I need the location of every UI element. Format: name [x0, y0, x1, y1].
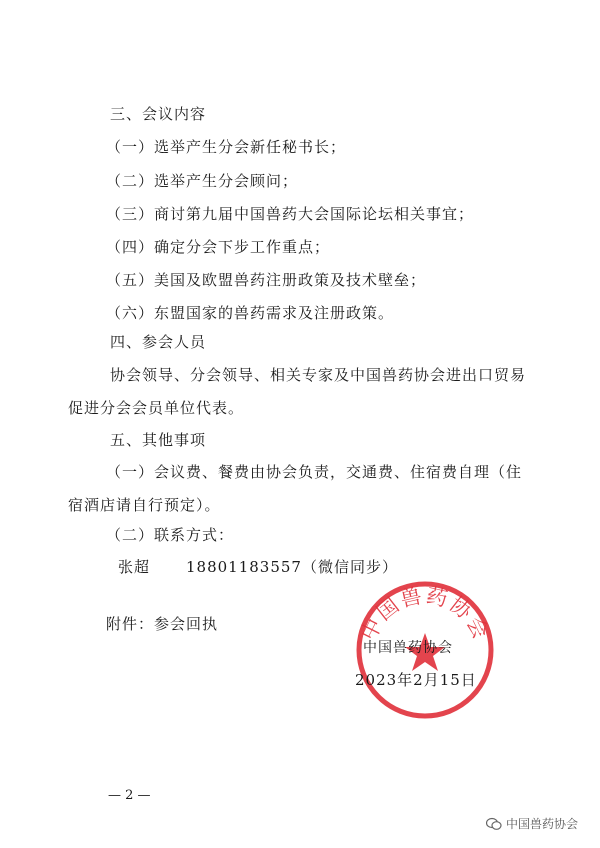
watermark-text: 中国兽药协会 [505, 817, 578, 831]
section-4-heading: 四、参会人员 [110, 333, 207, 351]
agenda-item-6: （六）东盟国家的兽药需求及注册政策。 [106, 304, 395, 322]
contact-name: 张超 [118, 558, 151, 576]
section-5-heading: 五、其他事项 [110, 431, 207, 449]
signature-org: 中国兽药协会 [363, 640, 453, 656]
agenda-item-1: （一）选举产生分会新任秘书长； [106, 138, 347, 156]
other-item-2: （二）联系方式： [106, 526, 235, 544]
section-3-heading: 三、会议内容 [110, 105, 207, 123]
agenda-item-3: （三）商讨第九届中国兽药大会国际论坛相关事宜； [106, 205, 475, 223]
wechat-icon [486, 817, 502, 831]
attendees-line-1: 协会领导、分会领导、相关专家及中国兽药协会进出口贸易 [110, 366, 527, 384]
other-item-1-line-1: （一）会议费、餐费由协会负责，交通费、住宿费自理（住 [106, 463, 523, 481]
agenda-item-4: （四）确定分会下步工作重点； [106, 238, 331, 256]
contact-phone: 18801183557（微信同步） [186, 558, 398, 576]
page-number: — 2 — [108, 788, 151, 803]
other-item-1-line-2: 宿酒店请自行预定）。 [68, 496, 221, 514]
agenda-item-2: （二）选举产生分会顾问； [106, 172, 299, 190]
signature-date: 2023年2月15日 [355, 671, 477, 689]
attachment-note: 附件：参会回执 [106, 615, 219, 633]
source-watermark [486, 815, 578, 832]
seal-text: 中国兽药协会 [356, 583, 494, 645]
attendees-line-2: 促进分会会员单位代表。 [68, 399, 245, 417]
agenda-item-5: （五）美国及欧盟兽药注册政策及技术壁垒； [106, 271, 427, 289]
